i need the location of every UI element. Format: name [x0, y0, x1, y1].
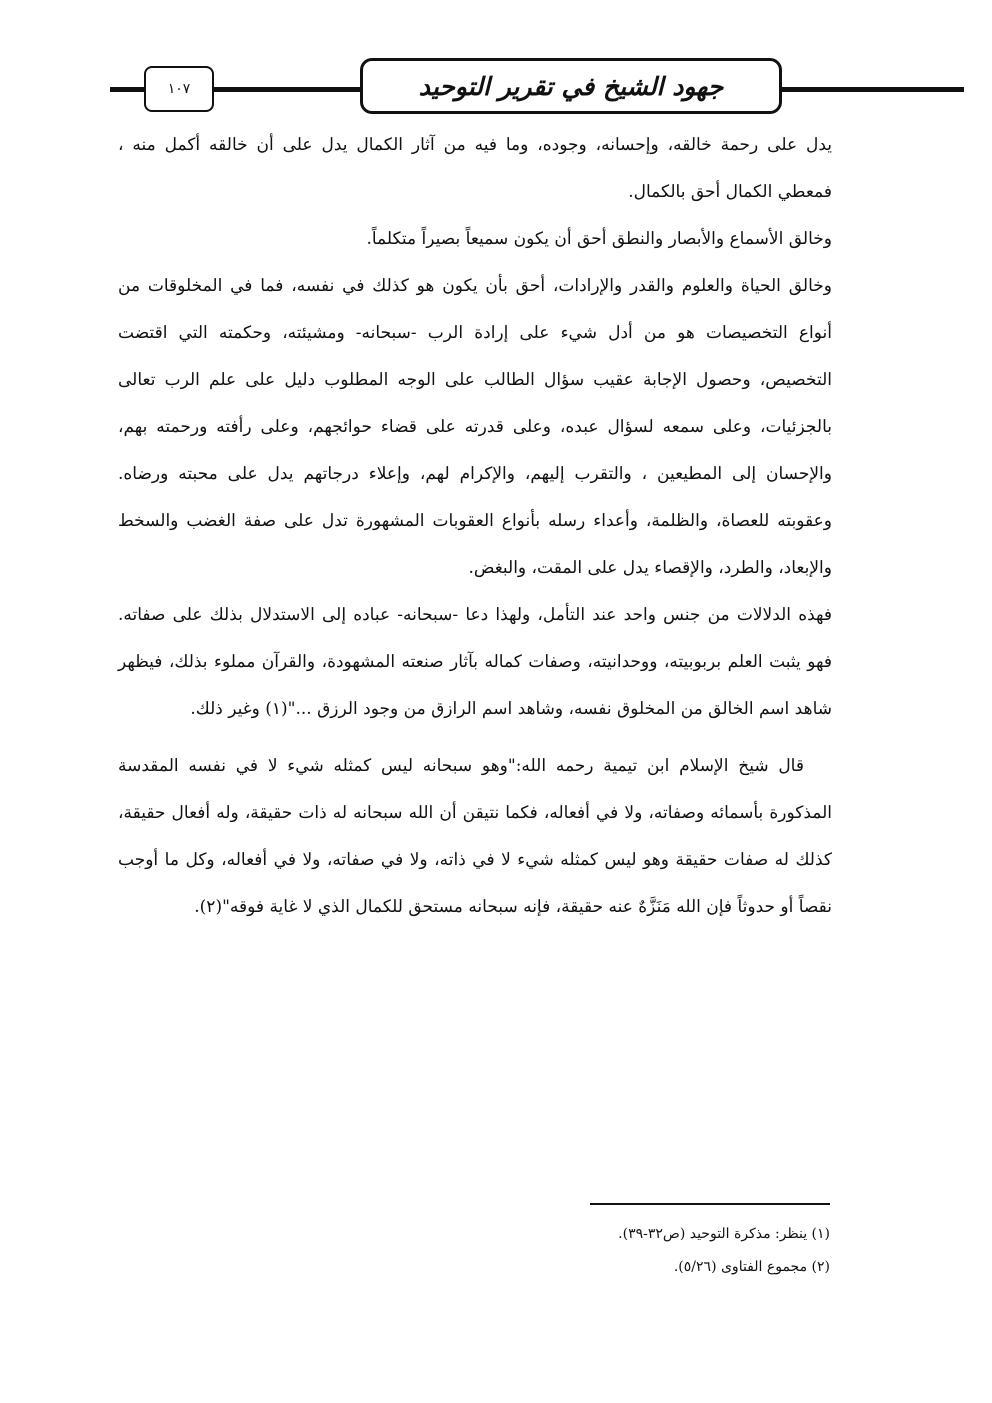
- footnote-2: (٢) مجموع الفتاوى (٥/٢٦).: [673, 1259, 830, 1275]
- header-rule-left: [110, 87, 146, 92]
- footnote-separator: [590, 1203, 830, 1205]
- running-title: جهود الشيخ في تقرير التوحيد: [360, 58, 782, 114]
- footnotes: [400, 1218, 830, 1284]
- footnote-1: (١) ينظر: مذكرة التوحيد (ص٣٢-٣٩).: [618, 1226, 830, 1242]
- body-text: [118, 122, 832, 931]
- header-rule-middle: [214, 87, 362, 92]
- page-number: ١٠٧: [144, 66, 214, 112]
- quotation-paragraph: قال شيخ الإسلام ابن تيمية رحمه الله:"وهو سبحانه ليس كمثله شيء لا في نفسه المقدسة المذكورة بأسمائه وصفاته، ولا في أفعاله، فكما نتيقن أن الله سبحانه له ذات حقيقة، وله أفعال حقيقة، كذلك له صفات حقيقة وهو ليس كمثله شيء لا في ذاته، ولا في صفاته، ولا في أفعاله، وكل ما أوجب نقصاً أو حدوثاً فإن الله مَنَزَّهٌ عنه حقيقة، فإنه سبحانه مستحق للكمال الذي لا غاية فوقه"(٢).: [118, 756, 832, 917]
- header-rule-right: [782, 87, 964, 92]
- paragraph: وخالق الحياة والعلوم والقدر والإرادات، أحق بأن يكون هو كذلك في نفسه، فما في المخلوقات من أنواع التخصيصات هو من أدل شيء على إرادة الرب -سبحانه- ومشيئته، وحكمته التي اقتضت التخصيص، وحصول الإجابة عقيب سؤال الطالب على الوجه المطلوب دليل على علم الرب تعالى بالجزئيات، وعلى سمعه لسؤال عبده، وعلى قدرته على قضاء حوائجهم، وعلى رأفته ورحمته بهم، والإحسان إلى المطيعين ، والتقرب إليهم، والإكرام لهم، وإعلاء درجاتهم يدل على محبته ورضاه. وعقوبته للعصاة، والظلمة، وأعداء رسله بأنواع العقوبات المشهورة تدل على صفة الغضب والسخط والإبعاد، والطرد، والإقصاء يدل على المقت، والبغض.: [118, 276, 832, 578]
- paragraph: وخالق الأسماع والأبصار والنطق أحق أن يكون سميعاً بصيراً متكلماً.: [366, 229, 832, 249]
- page-header: [0, 0, 992, 130]
- paragraph: يدل على رحمة خالقه، وإحسانه، وجوده، وما فيه من آثار الكمال يدل على أن خالقه أكمل منه ، فمعطي الكمال أحق بالكمال.: [118, 135, 832, 202]
- paragraph: فهذه الدلالات من جنس واحد عند التأمل، ولهذا دعا -سبحانه- عباده إلى الاستدلال بذلك على صفاته. فهو يثبت العلم بربوبيته، ووحدانيته، وصفات كماله بآثار صنعته المشهودة، والقرآن مملوء بذلك، فيظهر شاهد اسم الخالق من المخلوق نفسه، وشاهد اسم الرازق من وجود الرزق ..."(١) وغير ذلك.: [118, 605, 832, 719]
